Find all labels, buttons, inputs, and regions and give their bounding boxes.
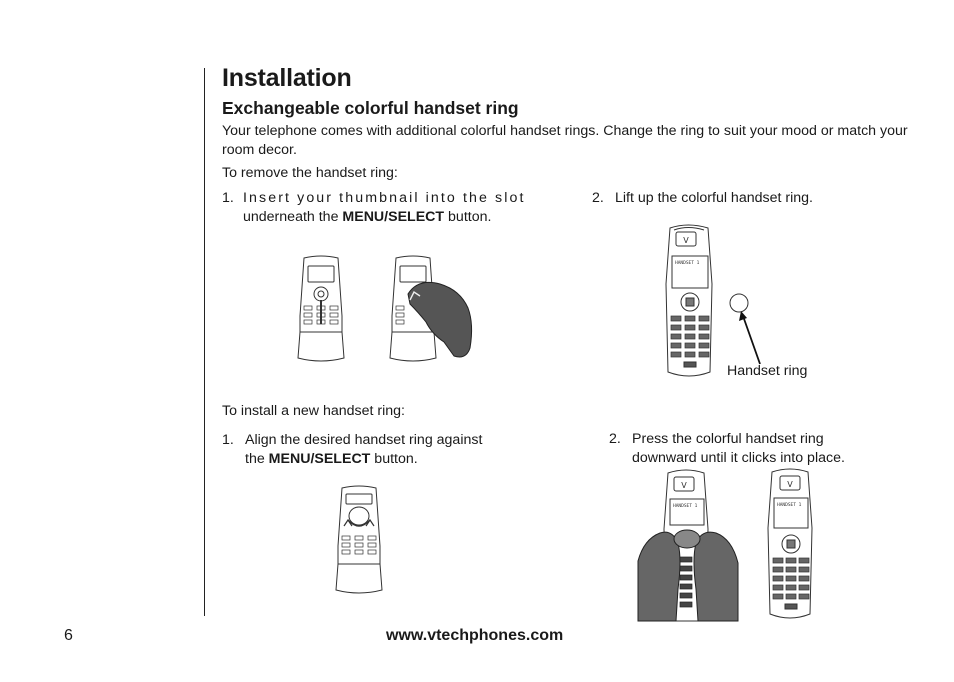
remove-ring-label: To remove the handset ring: — [222, 165, 398, 181]
step-text-after: button. — [444, 209, 492, 225]
handset-completed-illustration — [766, 468, 816, 622]
hand-lifting-ring-illustration — [388, 256, 478, 366]
install-ring-label: To install a new handset ring: — [222, 403, 405, 419]
svg-text:V: V — [787, 480, 793, 489]
handset-screen-text: HANDSET 1 — [673, 504, 698, 509]
page-number: 6 — [64, 627, 73, 644]
step-number: 2. — [609, 431, 621, 447]
install-step-2 — [609, 430, 879, 468]
handset-illustration — [662, 224, 718, 380]
page-title: Installation — [222, 64, 352, 92]
step-number: 1. — [222, 190, 234, 206]
remove-step-2 — [592, 189, 813, 208]
menu-select-label: MENU/SELECT — [268, 451, 371, 467]
svg-text:V: V — [683, 236, 689, 245]
step-text-line1: Align the desired handset ring against — [245, 432, 483, 448]
step-text-line1: Press the colorful handset ring — [632, 431, 824, 447]
step-text-after: button. — [370, 451, 418, 467]
handset-screen-text: HANDSET 1 — [675, 261, 700, 266]
step-text-line1: Insert your thumbnail into the slot — [243, 190, 526, 206]
handset-ring-callout — [725, 290, 765, 370]
intro-paragraph: Your telephone comes with additional colorful handset rings. Change the ring to suit your mood or match your room decor. — [222, 123, 908, 158]
svg-text:V: V — [681, 481, 687, 490]
vertical-divider — [204, 68, 205, 616]
footer-url: www.vtechphones.com — [386, 627, 564, 644]
install-step-1 — [222, 431, 522, 469]
section-subtitle: Exchangeable colorful handset ring — [222, 98, 519, 118]
hands-pressing-ring-illustration — [638, 469, 738, 621]
step-text: Lift up the colorful handset ring. — [615, 190, 813, 206]
step-number: 1. — [222, 432, 234, 448]
step-text-line2: downward until it clicks into place. — [632, 450, 845, 466]
menu-select-label: MENU/SELECT — [342, 209, 445, 225]
handset-screen-text: HANDSET 1 — [777, 503, 802, 508]
step-number: 2. — [592, 190, 604, 206]
step-text-before: the — [245, 451, 269, 467]
handset-open-illustration — [296, 256, 346, 366]
remove-step-1 — [222, 189, 532, 227]
step-text-before: underneath the — [243, 209, 343, 225]
handset-ring-label: Handset ring — [727, 363, 808, 379]
handset-align-ring-illustration — [334, 486, 384, 598]
